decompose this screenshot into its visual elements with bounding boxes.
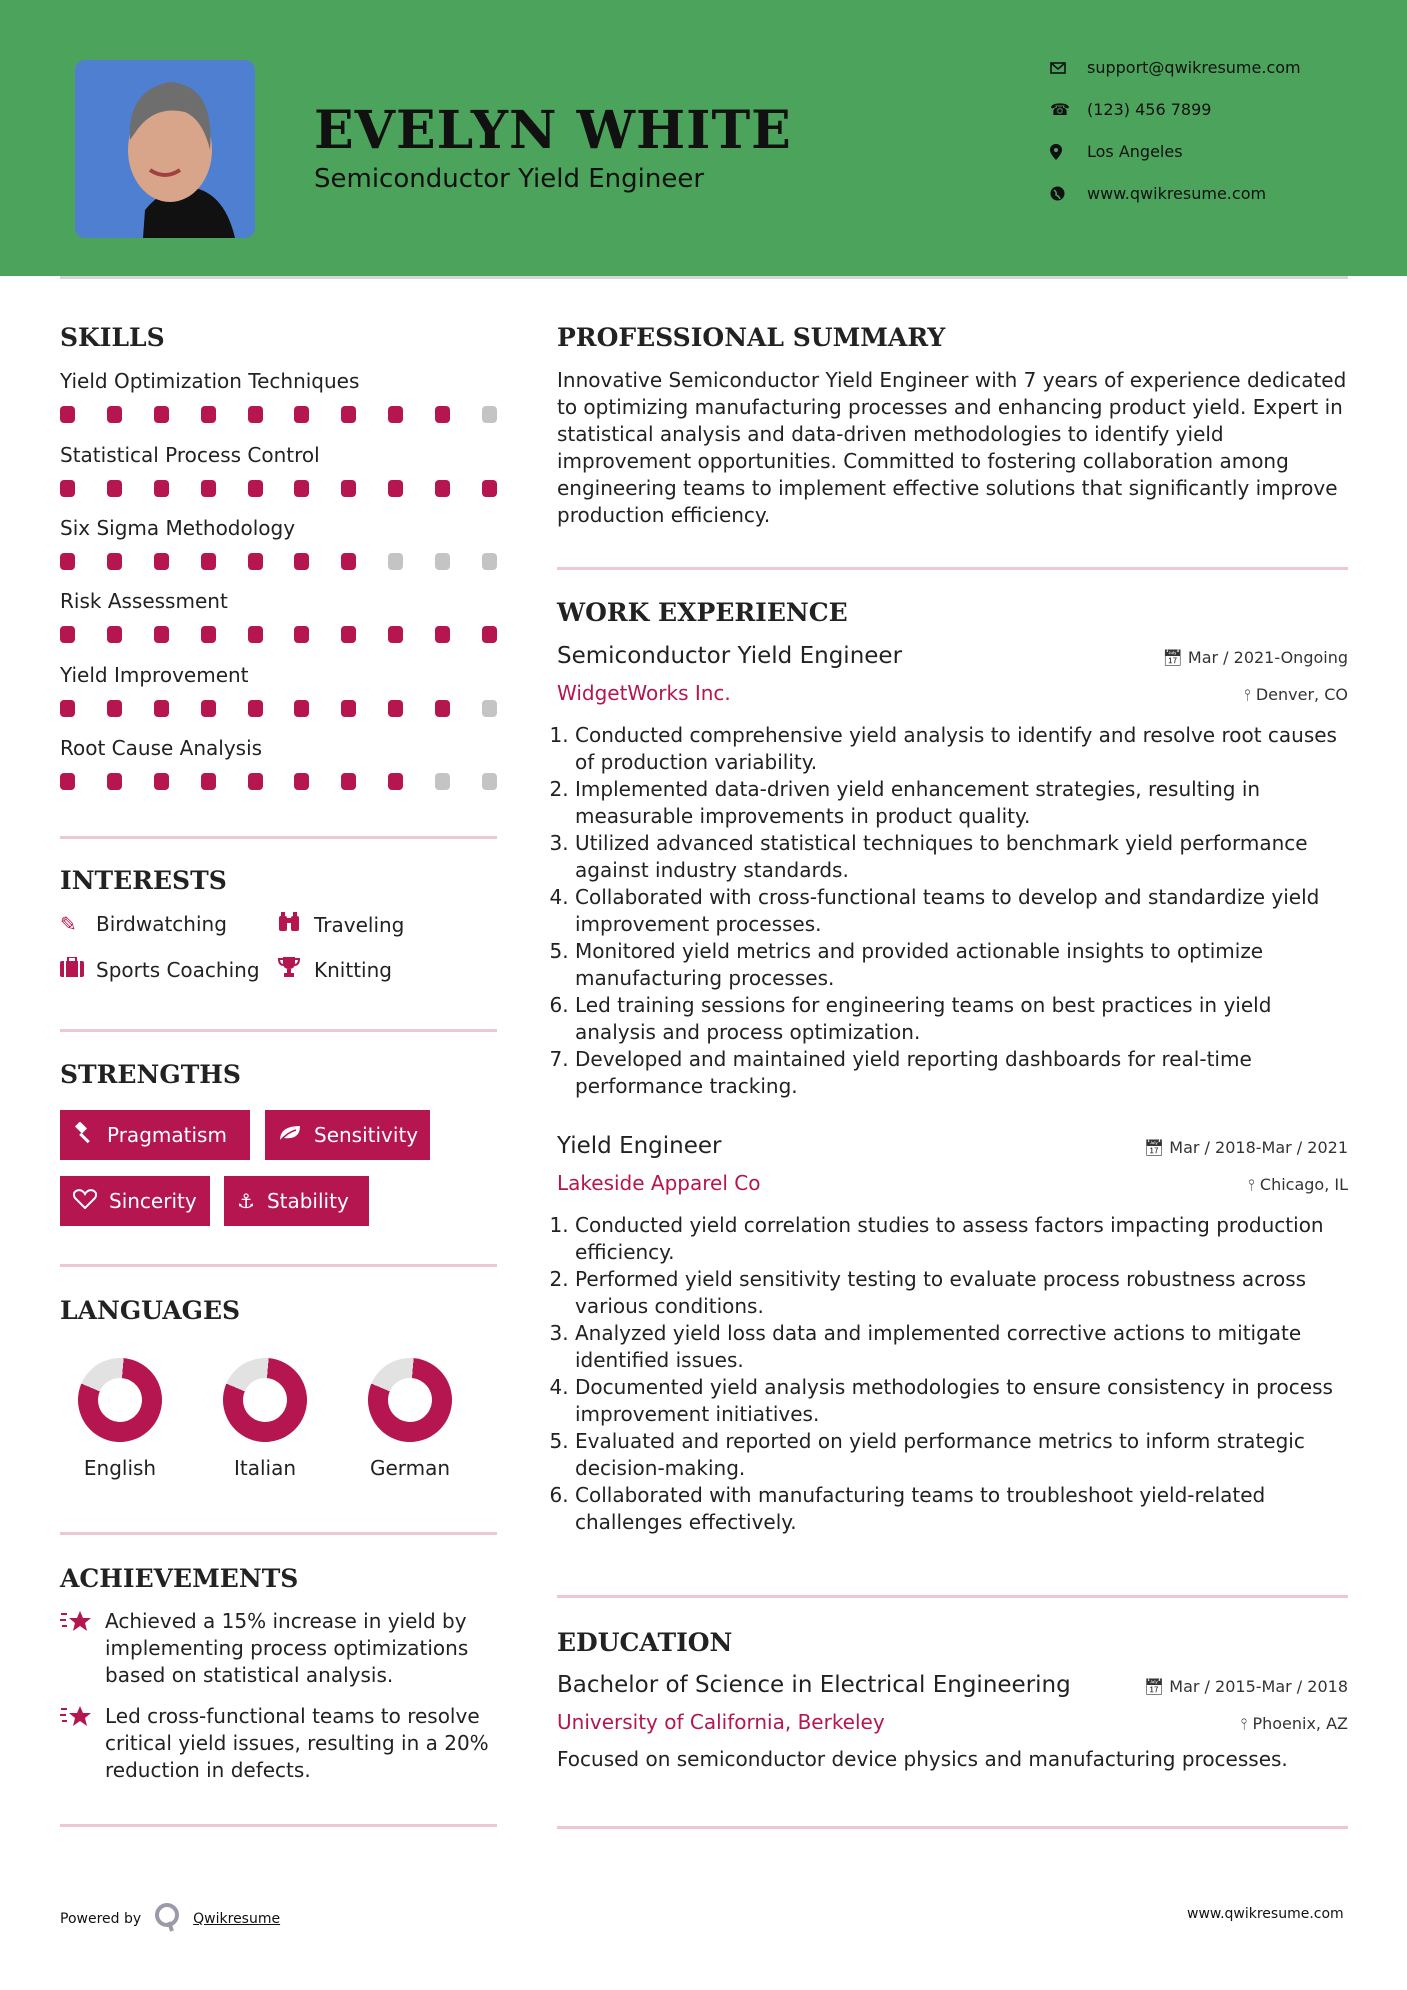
skill-rating — [60, 773, 497, 790]
language-item — [360, 1358, 460, 1480]
rating-dot-filled — [482, 626, 497, 643]
interest-item — [278, 957, 392, 982]
rating-dot-filled — [482, 480, 497, 497]
divider — [60, 1824, 497, 1827]
interest-item — [60, 912, 227, 936]
achievement-text: Achieved a 15% increase in yield by implementing process optimizations based on statistical analysis. — [105, 1609, 469, 1687]
rating-dot-filled — [248, 700, 263, 717]
skill-label: Root Cause Analysis — [60, 736, 263, 760]
rating-dot-filled — [341, 553, 356, 570]
rating-dot-filled — [294, 773, 309, 790]
map-marker-icon — [1050, 144, 1087, 160]
contact-phone[interactable] — [1050, 100, 1211, 119]
job-location: ⫯ Chicago, IL — [1247, 1175, 1348, 1194]
language-label: Italian — [233, 1456, 297, 1480]
rating-dot-filled — [341, 626, 356, 643]
trophy-icon — [278, 957, 314, 982]
strength-badge — [265, 1110, 430, 1160]
experience-title: WORK EXPERIENCE — [557, 598, 848, 627]
rating-dot-empty — [435, 553, 450, 570]
divider — [60, 1264, 497, 1267]
rating-dot-filled — [294, 700, 309, 717]
language-donut-chart — [364, 1354, 455, 1445]
rating-dot-filled — [154, 553, 169, 570]
rating-dot-filled — [60, 480, 75, 497]
education-description: Focused on semiconductor device physics and manufacturing processes. — [557, 1747, 1288, 1771]
job-role: Yield Engineer — [557, 1133, 722, 1159]
skill-rating — [60, 406, 497, 423]
strength-label: Pragmatism — [107, 1123, 227, 1147]
rating-dot-filled — [294, 480, 309, 497]
anchor-icon: ⚓ — [237, 1189, 255, 1213]
strength-badge — [60, 1176, 210, 1226]
rating-dot-filled — [60, 406, 75, 423]
rating-dot-filled — [154, 406, 169, 423]
rating-dot-filled — [107, 773, 122, 790]
calendar-icon: 📅︎ — [1143, 1677, 1170, 1696]
candidate-name: EVELYN WHITE — [314, 100, 792, 161]
contact-website[interactable] — [1050, 184, 1266, 203]
rating-dot-filled — [107, 626, 122, 643]
education-title: EDUCATION — [557, 1628, 733, 1657]
skill-label: Risk Assessment — [60, 589, 228, 613]
interest-item — [60, 957, 260, 982]
languages-list — [70, 1358, 460, 1480]
skill-label: Yield Optimization Techniques — [60, 369, 360, 393]
divider — [60, 1029, 497, 1032]
rating-dot-filled — [435, 700, 450, 717]
skill-label: Six Sigma Methodology — [60, 516, 296, 540]
language-donut-chart — [74, 1354, 165, 1445]
rating-dot-empty — [482, 700, 497, 717]
duty-item: 6. Led training sessions for engineering teams on best practices in yield analysis and process optimization. — [575, 992, 1357, 1046]
pencil-square-icon: ✎ — [60, 912, 77, 936]
job-header — [557, 1133, 1348, 1159]
skill-rating — [60, 553, 497, 570]
email-text: support@qwikresume.com — [1087, 58, 1301, 77]
skills-title: SKILLS — [60, 323, 165, 352]
shooting-star-icon — [60, 1608, 105, 1689]
rating-dot-filled — [154, 700, 169, 717]
skill-rating — [60, 700, 497, 717]
rating-dot-filled — [107, 480, 122, 497]
shooting-star-icon — [60, 1703, 105, 1784]
website-text: www.qwikresume.com — [1087, 184, 1267, 203]
calendar-icon: 📅︎ — [1162, 648, 1188, 667]
rating-dot-filled — [201, 553, 216, 570]
duty-item: 4. Collaborated with cross-functional teams to develop and standardize yield improvement processes. — [575, 884, 1357, 938]
rating-dot-empty — [482, 406, 497, 423]
rating-dot-filled — [60, 700, 75, 717]
rating-dot-filled — [388, 773, 403, 790]
rating-dot-filled — [60, 626, 75, 643]
job-company: WidgetWorks Inc. — [557, 681, 731, 705]
rating-dot-filled — [388, 406, 403, 423]
suitcase-icon — [60, 957, 96, 982]
rating-dot-filled — [201, 700, 216, 717]
interests-title: INTERESTS — [60, 866, 227, 895]
rating-dot-filled — [294, 626, 309, 643]
job-location: ⫯ Denver, CO — [1243, 685, 1348, 704]
gavel-icon — [73, 1122, 95, 1149]
leaf-icon — [278, 1123, 302, 1147]
duty-item: 7. Developed and maintained yield reporting dashboards for real-time performance tracking. — [575, 1046, 1357, 1100]
duty-item: 2. Implemented data-driven yield enhancement strategies, resulting in measurable improvements in product quality. — [575, 776, 1357, 830]
duty-item: 3. Utilized advanced statistical techniques to benchmark yield performance against industry standards. — [575, 830, 1357, 884]
heart-icon — [73, 1189, 97, 1214]
powered-by-text: Powered by — [60, 1911, 142, 1927]
rating-dot-filled — [248, 773, 263, 790]
duty-item: 6. Collaborated with manufacturing teams to troubleshoot yield-related challenges effectively. — [575, 1482, 1357, 1536]
phone-icon: ☎ — [1050, 100, 1070, 119]
rating-dot-filled — [435, 480, 450, 497]
job-dates: 📅︎ Mar / 2021-Ongoing — [1162, 648, 1348, 667]
strength-badge — [60, 1110, 250, 1160]
candidate-title: Semiconductor Yield Engineer — [314, 164, 705, 194]
duty-item: 1. Conducted comprehensive yield analysis to identify and resolve root causes of production variability. — [575, 722, 1357, 776]
strengths-title: STRENGTHS — [60, 1060, 241, 1089]
rating-dot-filled — [248, 480, 263, 497]
header-divider — [60, 276, 1348, 279]
rating-dot-filled — [201, 480, 216, 497]
job-subheader — [557, 1171, 1348, 1195]
language-label: German — [369, 1456, 451, 1480]
rating-dot-filled — [341, 773, 356, 790]
skill-label: Statistical Process Control — [60, 443, 320, 467]
rating-dot-empty — [435, 773, 450, 790]
interest-label: Knitting — [314, 957, 392, 982]
divider — [557, 567, 1348, 570]
strength-badge — [224, 1176, 369, 1226]
location-text: Los Angeles — [1087, 142, 1183, 161]
achievement-text: Led cross-functional teams to resolve critical yield issues, resulting in a 20% reduction in defects. — [105, 1704, 489, 1782]
rating-dot-filled — [388, 626, 403, 643]
rating-dot-filled — [248, 626, 263, 643]
rating-dot-filled — [435, 626, 450, 643]
language-label: English — [83, 1456, 157, 1480]
envelope-icon — [1050, 62, 1087, 74]
rating-dot-filled — [201, 773, 216, 790]
pushpin-icon: ⫯ — [1240, 1714, 1253, 1733]
rating-dot-filled — [341, 700, 356, 717]
rating-dot-empty — [482, 553, 497, 570]
job-dates: 📅︎ Mar / 2018-Mar / 2021 — [1143, 1138, 1348, 1157]
divider — [60, 836, 497, 839]
interest-label: Birdwatching — [96, 912, 227, 936]
education-dates: 📅︎ Mar / 2015-Mar / 2018 — [1143, 1677, 1348, 1696]
skill-rating — [60, 480, 497, 497]
rating-dot-filled — [294, 553, 309, 570]
job-header — [557, 643, 1348, 669]
rating-dot-filled — [201, 626, 216, 643]
rating-dot-filled — [60, 773, 75, 790]
duty-item: 3. Analyzed yield loss data and implemented corrective actions to mitigate identified issues. — [575, 1320, 1357, 1374]
footer-powered-by — [60, 1902, 280, 1936]
achievements-title: ACHIEVEMENTS — [60, 1564, 299, 1593]
achievement-item — [60, 1608, 500, 1689]
rating-dot-filled — [154, 773, 169, 790]
education-subheader — [557, 1710, 1348, 1734]
rating-dot-empty — [482, 773, 497, 790]
calendar-icon: 📅︎ — [1143, 1138, 1170, 1157]
rating-dot-filled — [294, 406, 309, 423]
rating-dot-empty — [388, 553, 403, 570]
skill-rating — [60, 626, 497, 643]
divider — [60, 1532, 497, 1535]
globe-icon — [1050, 186, 1087, 201]
contact-email[interactable] — [1050, 58, 1301, 77]
brand-link[interactable]: Qwikresume — [193, 1911, 281, 1927]
duty-item: 2. Performed yield sensitivity testing to evaluate process robustness across various conditions. — [575, 1266, 1357, 1320]
rating-dot-filled — [154, 626, 169, 643]
divider — [557, 1595, 1348, 1598]
footer-website[interactable]: www.qwikresume.com — [1187, 1906, 1344, 1922]
interest-label: Sports Coaching — [96, 957, 260, 982]
summary-text: Innovative Semiconductor Yield Engineer with 7 years of experience dedicated to optimizing manufacturing processes and enhancing product yield. Expert in statistical analysis and data-driven methodologies to identify yield improvement opportunities. Committed to fostering collaboration among engineering teams to implement effective solutions that significantly improve production efficiency. — [557, 368, 1347, 527]
job-duties-list — [557, 722, 1357, 1100]
summary-title: PROFESSIONAL SUMMARY — [557, 323, 946, 352]
contact-location — [1050, 142, 1183, 161]
job-role: Semiconductor Yield Engineer — [557, 643, 903, 669]
rating-dot-filled — [248, 406, 263, 423]
binoculars-icon — [278, 912, 314, 937]
languages-title: LANGUAGES — [60, 1296, 241, 1325]
strength-label: Sensitivity — [314, 1123, 419, 1147]
interest-item — [278, 912, 404, 937]
language-item — [215, 1358, 315, 1480]
phone-text: (123) 456 7899 — [1087, 100, 1212, 119]
duty-item: 5. Evaluated and reported on yield performance metrics to inform strategic decision-making. — [575, 1428, 1357, 1482]
interest-label: Traveling — [314, 912, 405, 937]
skill-label: Yield Improvement — [60, 663, 249, 687]
duty-item: 5. Monitored yield metrics and provided actionable insights to optimize manufacturing processes. — [575, 938, 1357, 992]
rating-dot-filled — [388, 700, 403, 717]
rating-dot-filled — [248, 553, 263, 570]
qwikresume-logo-icon — [153, 1902, 181, 1936]
job-subheader — [557, 681, 1348, 705]
job-duties-list — [557, 1212, 1357, 1536]
rating-dot-filled — [154, 480, 169, 497]
profile-photo — [75, 60, 255, 238]
rating-dot-filled — [107, 406, 122, 423]
strength-label: Stability — [266, 1189, 349, 1213]
divider — [557, 1826, 1348, 1829]
education-school: University of California, Berkeley — [557, 1710, 885, 1734]
achievement-item — [60, 1703, 500, 1784]
rating-dot-filled — [341, 480, 356, 497]
rating-dot-filled — [388, 480, 403, 497]
education-degree: Bachelor of Science in Electrical Engineering — [557, 1672, 1071, 1698]
strength-label: Sincerity — [109, 1189, 197, 1213]
rating-dot-filled — [341, 406, 356, 423]
duty-item: 4. Documented yield analysis methodologies to ensure consistency in process improvement initiatives. — [575, 1374, 1357, 1428]
rating-dot-filled — [107, 700, 122, 717]
pushpin-icon: ⫯ — [1247, 1175, 1260, 1194]
pushpin-icon: ⫯ — [1243, 685, 1256, 704]
language-donut-chart — [219, 1354, 310, 1445]
rating-dot-filled — [107, 553, 122, 570]
rating-dot-filled — [201, 406, 216, 423]
rating-dot-filled — [60, 553, 75, 570]
education-location: ⫯ Phoenix, AZ — [1240, 1714, 1348, 1733]
job-company: Lakeside Apparel Co — [557, 1171, 761, 1195]
duty-item: 1. Conducted yield correlation studies to assess factors impacting production efficiency. — [575, 1212, 1357, 1266]
rating-dot-filled — [435, 406, 450, 423]
education-header — [557, 1672, 1348, 1698]
language-item — [70, 1358, 170, 1480]
